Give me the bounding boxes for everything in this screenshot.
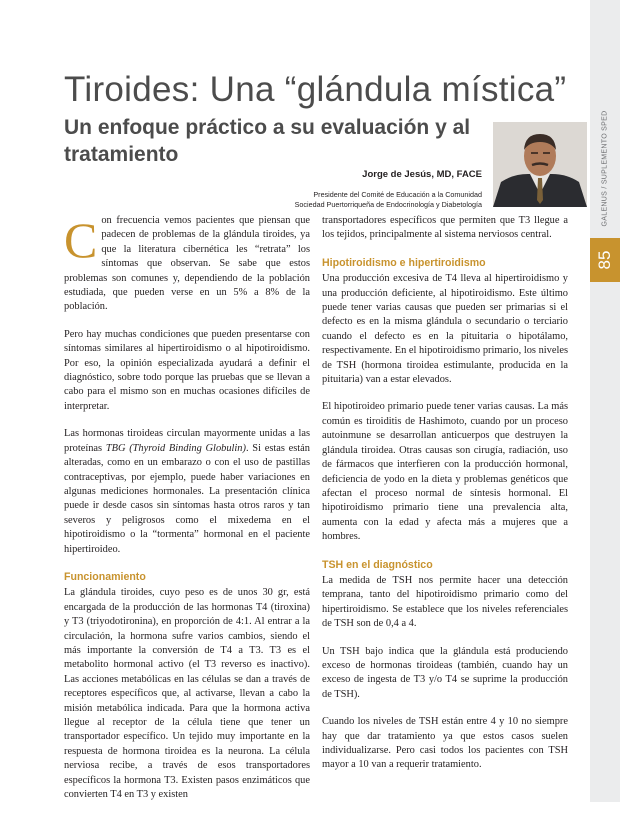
article-title: Tiroides: Una “glándula mística”: [64, 70, 567, 109]
intro-paragraph: [64, 214, 310, 315]
author-affiliation: [295, 190, 482, 210]
section-heading: TSH en el diagnóstico: [322, 558, 433, 571]
paragraph: Pero hay muchas condiciones que pueden presentarse con síntomas similares al hipertiroidismo o al hipotiroidismo. Por eso, la opinión especializada ayudará a definir el diagnóstico, sobre todo porque las pruebas que se llevan a cabo para el mismo son en muchas ocasiones difíciles de interpretar.: [64, 328, 310, 412]
tbg-term: TBG (Thyroid Binding Globulin): [105, 442, 246, 454]
author-name: Jorge de Jesús, MD, FACE: [362, 169, 482, 180]
article-subtitle: Un enfoque práctico a su evaluación y al tratamiento: [64, 116, 471, 166]
paragraph-text: Las hormonas tiroideas circulan mayormente unidas a las proteínas: [64, 428, 310, 454]
paragraph-text: . Si estas están alteradas, como en un embarazo o con el uso de pastillas contraceptivas, por ejemplo, puede haber variaciones en algunas mediciones hormonales. La presentación clínica puede ir desde casos sin síntomas hasta otros raros y tan severos y peligrosos como el mixedema en el hipotiroidismo o la “tormenta” hormonal en el paciente hipertiroideo.: [64, 442, 310, 555]
affiliation-line-2: Sociedad Puertorriqueña de Endocrinología y Diabetología: [294, 200, 482, 209]
paragraph: transportadores específicos que permiten que T3 llegue a los tejidos, principalmente al sistema nerviosos central.: [322, 215, 568, 241]
paragraph: Un TSH bajo indica que la glándula está produciendo exceso de hormonas tiroideas (también, cuando hay un exceso de ingesta de T3 y/o T4 se suprime la producción de TSH).: [322, 645, 568, 700]
dropcap: C: [64, 212, 98, 268]
section-heading: Hipotiroidismo e hipertiroidismo: [322, 256, 486, 269]
section-heading: Funcionamiento: [64, 570, 146, 583]
paragraph: La medida de TSH nos permite hacer una detección temprana, tanto del hipotiroidismo primario como del hipertiroidismo. Se establece que los niveles referenciales de TSH son de 0,4 a 4.: [322, 574, 568, 630]
paragraph: La glándula tiroides, cuyo peso es de unos 30 gr, está encargada de la producción de las hormonas T4 (tiroxina) y T3 (triyodotironina), en proporción de 4:1. Al entrar a la circulación, la hormona sufre varios cambios, siendo el más importante la conversión de T4 a T3. T3 es el metabolito hormonal activo (el T3 reverso es inactivo). Las acciones metabólicas en las células se dan a través de receptores específicos que, al activarse, llevan a cabo la misión metabólica indicada. Para que la hormona activa llegue al receptor de la célula tiene que tener un transportador específico. Un tejido muy importante en la respuesta de hormona tiroidea es la neurona. La célula nerviosa recibe, a través de esos transportadores específicos la hormona T3. Existen pasos enzimáticos que convierten T4 en T3 y existen: [64, 587, 310, 801]
intro-text: on frecuencia vemos pacientes que piensan que padecen de problemas de la glándula tiroides, ya que la literatura cibernética les “retrata” los síntomas que observan. Se sabe que estos problemas son comunes y, dependiendo de la población estudiada, que pueden verse en un 5% a 8% de la población.: [64, 215, 310, 313]
author-portrait-icon: [493, 122, 587, 207]
paragraph: Cuando los niveles de TSH están entre 4 y 10 no siempre hay que dar tratamiento ya que estos casos suelen individualizarse. Pero casi todos los pacientes con TSH mayor a 10 van a requerir tratamiento.: [322, 716, 568, 771]
paragraph: El hipotiroideo primario puede tener varias causas. La más común es tiroiditis de Hashimoto, cuando por un proceso autoinmune se desarrollan anticuerpos que destruyen la glándula tiroidea. Otras causas son cirugía, radiación, uso de fármacos que interfieren con la producción hormonal, deficiencia de yodo en la dieta y problemas genéticos que afectan el proceso normal de síntesis hormonal. El hipotiroidismo primario tiene una prevalencia alta, aumenta con la edad y afecta más a mujeres que a hombres.: [322, 401, 568, 543]
sidebar-strip: [590, 0, 620, 802]
page-number: 85: [595, 250, 614, 270]
right-column: [322, 214, 568, 786]
left-column: [64, 214, 310, 815]
paragraph: [64, 427, 310, 557]
affiliation-line-1: Presidente del Comité de Educación a la Comunidad: [313, 190, 482, 199]
paragraph: Una producción excesiva de T4 lleva al hipertiroidismo y una producción deficiente, al hipotiroidismo. Este último puede tener varias causas que pueden ser primarias si el defecto es en la misma glándula o secundario o terciario cuando el defecto es en la pituitaria o hipotálamo, respectivamente. En el hipotiroidismo primario, los niveles de TSH (hormona tiroidea estimulante, producida en la pituitaria) van a estar elevados.: [322, 273, 568, 386]
running-head: GALENUS / SUPLEMENTO SPED: [601, 110, 609, 227]
